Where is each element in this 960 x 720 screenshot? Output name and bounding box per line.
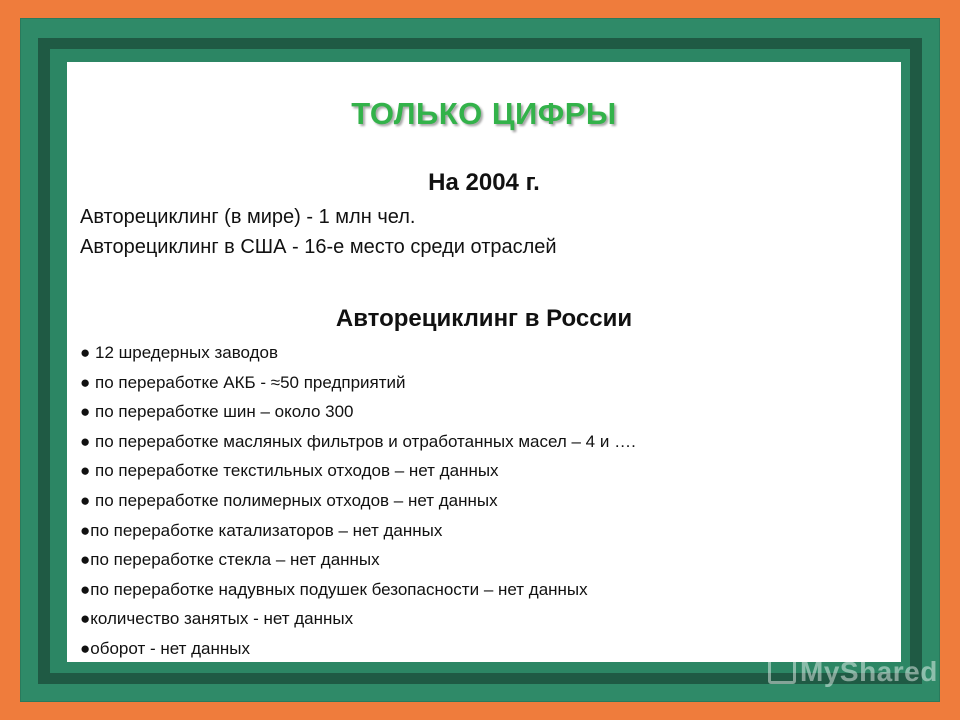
- year-heading: На 2004 г.: [428, 169, 540, 196]
- list-item: ● по переработке масляных фильтров и отработанных масел – 4 и ….: [80, 431, 636, 451]
- watermark-text: MyShared: [800, 656, 938, 687]
- list-item: ● 12 шредерных заводов: [80, 343, 279, 362]
- russia-stats-list: [80, 343, 636, 669]
- usa-stat-line: Авторециклинг в США - 16-е место среди отраслей: [80, 236, 557, 258]
- presentation-icon: [768, 654, 796, 684]
- world-stat-line: Авторециклинг (в мире) - 1 млн чел.: [80, 206, 416, 228]
- list-item: ●по переработке надувных подушек безопасности – нет данных: [80, 579, 588, 599]
- slide-title: ТОЛЬКО ЦИФРЫ: [351, 96, 617, 131]
- watermark: [768, 654, 938, 688]
- list-item: ●по переработке стекла – нет данных: [80, 550, 380, 570]
- list-item: ● по переработке АКБ - ≈50 предприятий: [80, 372, 406, 392]
- list-item: ●по переработке катализаторов – нет данных: [80, 520, 443, 540]
- list-item: ●количество занятых - нет данных: [80, 609, 354, 629]
- list-item: ● по переработке полимерных отходов – нет данных: [80, 490, 498, 510]
- russia-heading: Авторециклинг в России: [335, 305, 633, 332]
- list-item: ● по переработке шин – около 300: [80, 402, 354, 422]
- list-item: ●оборот - нет данных: [80, 638, 250, 658]
- slide-content: [67, 62, 901, 662]
- list-item: ● по переработке текстильных отходов – нет данных: [80, 461, 499, 481]
